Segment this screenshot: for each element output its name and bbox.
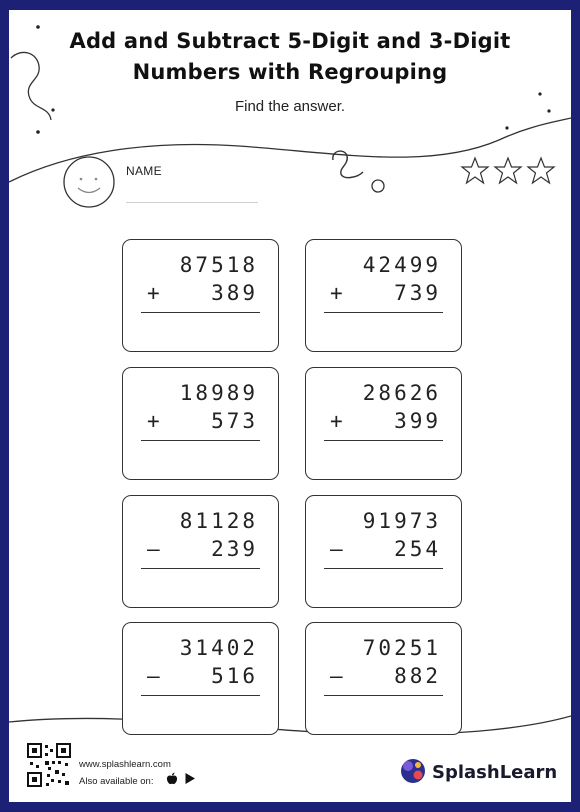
name-field[interactable] xyxy=(126,202,258,203)
operator: – xyxy=(330,537,343,561)
apple-icon[interactable] xyxy=(166,772,178,785)
website-link[interactable]: www.splashlearn.com xyxy=(79,759,171,770)
operator: – xyxy=(330,664,343,688)
bottom-number: 516 xyxy=(211,664,258,688)
rating-stars xyxy=(459,156,569,188)
operator: + xyxy=(147,409,160,433)
bottom-number: 254 xyxy=(394,537,441,561)
worksheet-title xyxy=(9,26,571,88)
top-number: 81128 xyxy=(179,509,258,533)
bottom-number: 399 xyxy=(394,409,441,433)
problem-card[interactable] xyxy=(305,367,462,480)
operator: – xyxy=(147,664,160,688)
top-number: 18989 xyxy=(179,381,258,405)
top-number: 87518 xyxy=(179,253,258,277)
bottom-number: 389 xyxy=(211,281,258,305)
bottom-number: 739 xyxy=(394,281,441,305)
top-number: 28626 xyxy=(362,381,441,405)
title-line-2: Numbers with Regrouping xyxy=(132,60,448,84)
title-line-1: Add and Subtract 5-Digit and 3-Digit xyxy=(69,29,511,53)
worksheet xyxy=(9,10,571,802)
star-icon xyxy=(528,158,554,183)
problem-card[interactable] xyxy=(305,239,462,352)
bottom-number: 882 xyxy=(394,664,441,688)
platform-icons xyxy=(166,772,196,785)
problem-card[interactable] xyxy=(122,622,279,735)
available-on-label: Also available on: xyxy=(79,776,154,787)
answer-line xyxy=(324,695,443,696)
problem-card[interactable] xyxy=(305,622,462,735)
top-number: 31402 xyxy=(179,636,258,660)
top-number: 91973 xyxy=(362,509,441,533)
instructions: Find the answer. xyxy=(234,98,346,115)
answer-line xyxy=(324,568,443,569)
top-number: 42499 xyxy=(362,253,441,277)
qr-code-icon[interactable] xyxy=(27,743,71,787)
problem-card[interactable] xyxy=(305,495,462,608)
star-icon xyxy=(462,158,488,183)
answer-line xyxy=(141,568,260,569)
operator: + xyxy=(330,281,343,305)
answer-line xyxy=(324,312,443,313)
problem-card[interactable] xyxy=(122,367,279,480)
problem-card[interactable] xyxy=(122,239,279,352)
name-label: NAME xyxy=(126,164,162,178)
brand-name: SplashLearn xyxy=(432,762,558,783)
answer-line xyxy=(141,440,260,441)
splashlearn-logo-icon xyxy=(398,756,428,786)
play-store-icon[interactable] xyxy=(184,772,196,785)
problem-card[interactable] xyxy=(122,495,279,608)
star-icon xyxy=(495,158,521,183)
operator: – xyxy=(147,537,160,561)
top-number: 70251 xyxy=(362,636,441,660)
smiley-face-icon xyxy=(61,154,117,210)
bottom-number: 239 xyxy=(211,537,258,561)
decorative-background xyxy=(9,10,571,802)
bottom-number: 573 xyxy=(211,409,258,433)
answer-line xyxy=(141,695,260,696)
operator: + xyxy=(330,409,343,433)
answer-line xyxy=(141,312,260,313)
answer-line xyxy=(324,440,443,441)
operator: + xyxy=(147,281,160,305)
swirl-decoration-icon xyxy=(327,146,387,196)
